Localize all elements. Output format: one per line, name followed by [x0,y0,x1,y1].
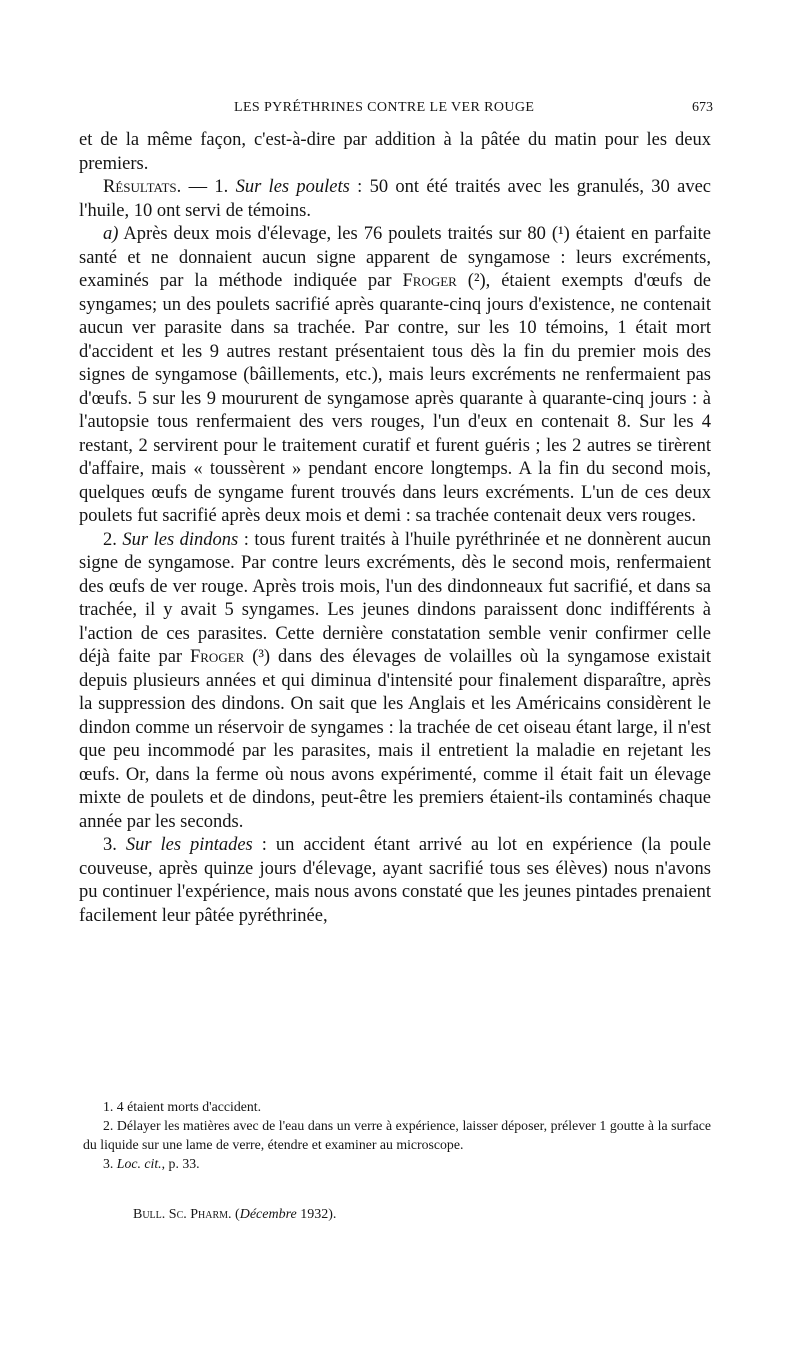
paragraph-a-text-2: étaient en parfaite santé et ne donnaient aucun signe apparent de syngamose : leurs excréments, examinés par la méthode indiquée par [79,224,711,291]
guinea-fowl-number: 3. [103,835,126,855]
journal-signature [133,1207,336,1223]
page-number: 673 [692,100,713,115]
paragraph-guinea-fowl [79,834,711,928]
footnotes [83,1097,711,1173]
issue-year: 1932). [296,1207,337,1222]
paragraph-results [79,176,711,223]
footnote-3-citation: Loc. cit. [116,1156,162,1171]
journal-name: Bull. Sc. Pharm. [133,1207,232,1222]
chickens-subheading: Sur les poulets [235,177,350,197]
turkeys-text-1: : tous furent traités à l'huile pyréthrinée et ne donnèrent aucun signe de syngamose. Par contre leurs excréments, dès le second mois, renfermaient des œufs de ver rouge. Après trois mois, l'un des dindonneaux fut sacrifié, et dans sa trachée, il y avait 5 syngames. Les jeunes dindons paraissent donc indifférents à l'action de ces parasites. Cette dernière constatation semble venir confirmer celle déjà faite par [79,529,712,667]
footnote-ref-2: (²) [456,271,486,291]
article-body [79,129,711,928]
paragraph-turkeys [79,529,711,835]
issue-month: Décembre [239,1207,297,1222]
turkeys-number: 2. [103,529,123,550]
footnote-ref-3: (³) [244,647,271,667]
turkeys-subheading: Sur les dindons [122,529,239,550]
guinea-fowl-text: : un accident étant arrivé au lot en expérience (la poule couveuse, après quinze jours d'élevage, ayant sacrifié tous ses élèves) nous n'avons pu continuer l'expérience, mais nous avons constaté que les jeunes pintades prenaient facilement leur pâtée pyréthrinée, [79,835,711,926]
author-froger: Froger [402,271,457,291]
paragraph-a [79,223,711,529]
results-dash: — 1. [181,177,236,197]
paragraph-a-text-3: , étaient exempts d'œufs de syngames; un des poulets sacrifié après quarante-cinq jours d'existence, ne contenait aucun ver parasite dans sa trachée. Par contre, sur les 10 témoins, 1 était mort d'accident et les 9 autres restant présentaient tous dès la fin du premier mois des signes de syngamose (bâillements, etc.), mais leurs excréments ne renfermaient pas d'œufs. 5 sur les 9 moururent de syngamose après quarante à quarante-cinq jours : à l'autopsie tous renfermaient des vers rouges, l'un d'eux en contenait 8. Sur les 4 restant, 2 servirent pour le traitement curatif et furent guéris ; les 2 autres se tirèrent d'affaire, mais « toussèrent » pendant encore longtemps. A la fin du second mois, quelques œufs de syngame furent trouvés dans leurs excréments. L'un de ces deux poulets fut sacrifié après deux mois et demi : sa trachée contenait deux vers rouges. [79,271,711,526]
date-open: ( [231,1207,240,1222]
footnote-3-number: 3. [103,1156,117,1171]
turkeys-text-2: dans des élevages de volailles où la syngamose existait depuis plusieurs années et qui diminua d'intensité pour finalement disparaître, après la suppression des dindons. On sait que les Anglais et les Américains considèrent le dindon comme un réservoir de syngames : la trachée de cet oiseau étant large, il n'est que peu incommodé par les parasites, mais il entretient la maladie en rejetant les œufs. Or, dans la ferme où nous avons expérimenté, comme il était fait un élevage mixte de poulets et de dindons, peut-être les premiers étaient-ils contaminés chaque année par les seconds. [79,647,711,832]
footnote-ref-1: (¹) [551,224,570,244]
guinea-fowl-subheading: Sur les pintades [125,835,253,855]
footnote-3 [83,1154,711,1173]
author-froger-2: Froger [189,647,245,667]
footnote-2: 2. Délayer les matières avec de l'eau dans un verre à expérience, laisser déposer, prélever 1 goutte à la surface du liquide sur une lame de verre, étendre et examiner au microscope. [83,1118,711,1152]
footnote-1: 1. 4 étaient morts d'accident. [103,1099,262,1114]
results-text: : 50 ont été traités avec les granulés, 30 avec l'huile, 10 ont servi de témoins. [79,177,711,221]
running-title: LES PYRÉTHRINES CONTRE LE VER ROUGE [234,100,535,115]
results-label: Résultats. [103,177,182,197]
paragraph-a-label: a) [103,224,119,244]
footnote-3-page: , p. 33. [161,1156,200,1171]
paragraph-a-text-1: Après deux mois d'élevage, les 76 poulets traités sur 80 [118,224,552,244]
paragraph-continuation: et de la même façon, c'est-à-dire par addition à la pâtée du matin pour les deux premiers. [79,130,711,174]
